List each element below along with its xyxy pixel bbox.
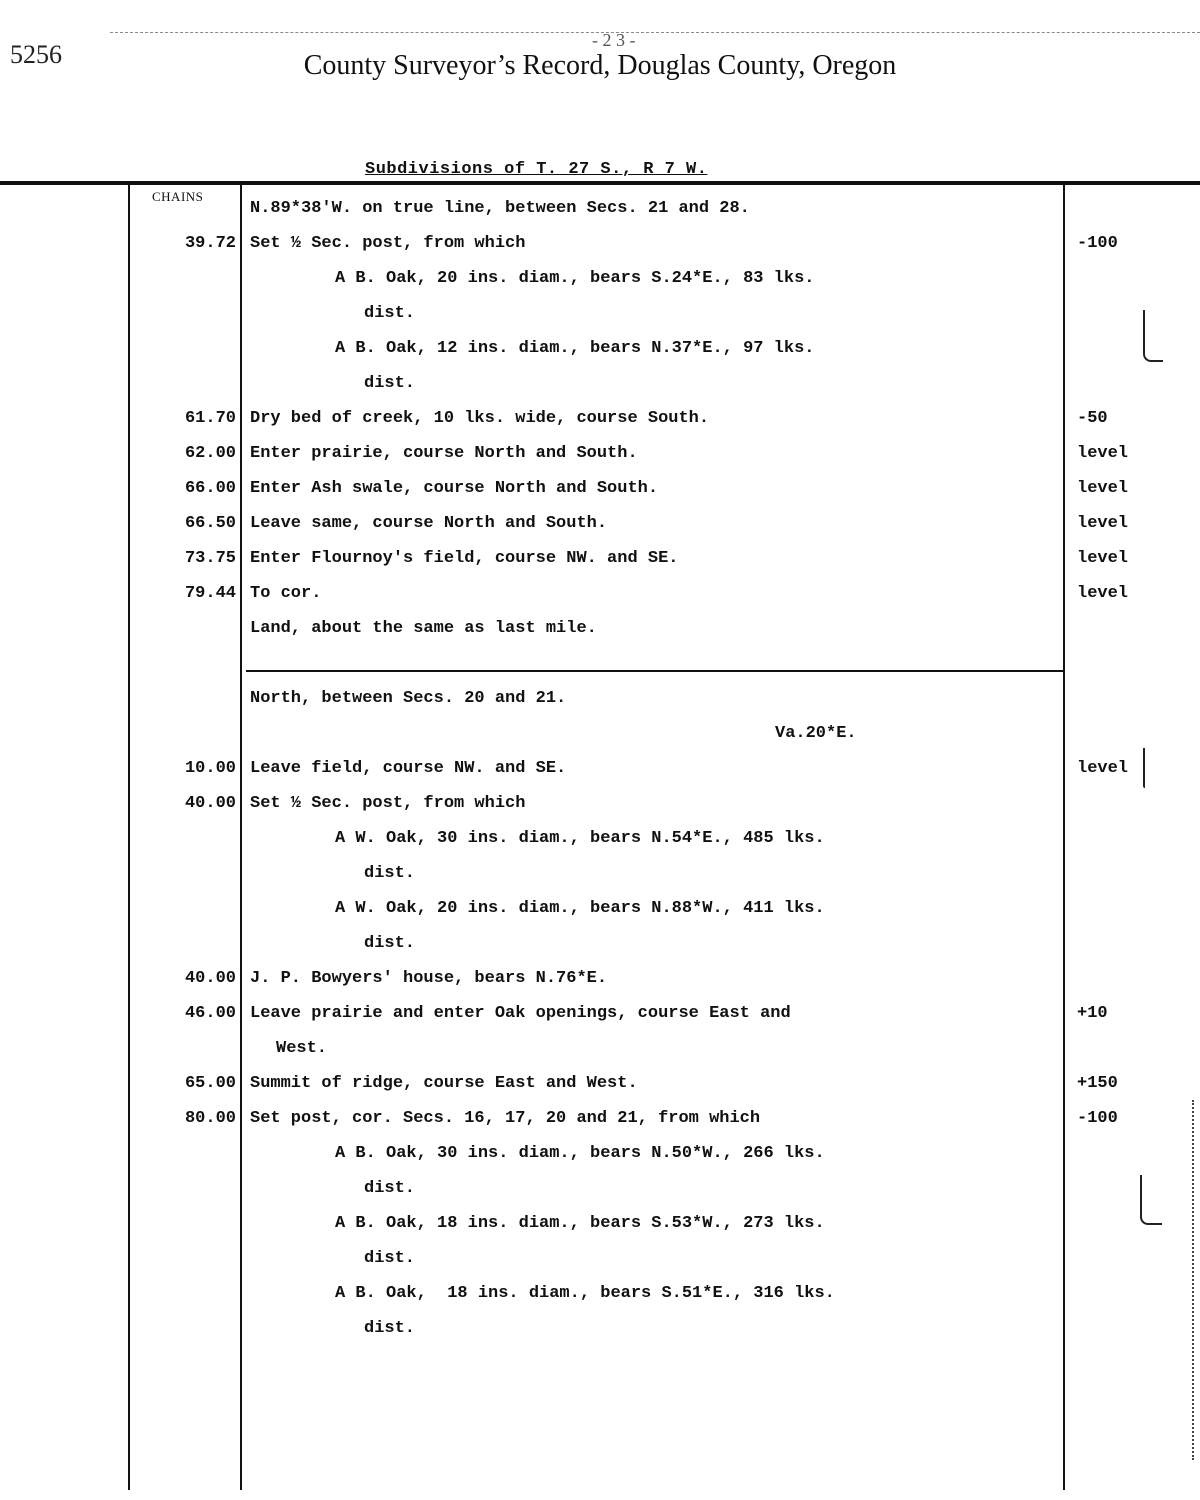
table-row (0, 1247, 1200, 1282)
table-row (0, 897, 1200, 932)
survey-note: A W. Oak, 30 ins. diam., bears N.54*E., 485 lks. (335, 829, 825, 848)
survey-note: A B. Oak, 18 ins. diam., bears S.53*W., 273 lks. (335, 1214, 825, 1233)
table-row (0, 337, 1200, 372)
table-row (0, 1107, 1200, 1142)
elevation-change: level (1077, 514, 1129, 533)
survey-note: Enter Ash swale, course North and South. (250, 479, 659, 498)
survey-note: dist. (364, 934, 416, 953)
survey-note: Va.20*E. (775, 724, 857, 743)
chain-distance: 66.00 (184, 479, 236, 498)
survey-note: dist. (364, 1249, 416, 1268)
table-row (0, 267, 1200, 302)
table-row (0, 197, 1200, 232)
elevation-change: -100 (1077, 1109, 1118, 1128)
chain-distance: 46.00 (184, 1004, 236, 1023)
survey-note: A B. Oak, 20 ins. diam., bears S.24*E., 83 lks. (335, 269, 815, 288)
elevation-change: level (1077, 444, 1129, 463)
survey-note: North, between Secs. 20 and 21. (250, 689, 567, 708)
pencil-bracket-mark (1143, 310, 1163, 362)
survey-note: A W. Oak, 20 ins. diam., bears N.88*W., 411 lks. (335, 899, 825, 918)
table-row (0, 827, 1200, 862)
survey-note: Leave field, course NW. and SE. (250, 759, 567, 778)
table-row (0, 967, 1200, 1002)
table-row (0, 512, 1200, 547)
elevation-change: level (1077, 759, 1129, 778)
table-row (0, 792, 1200, 827)
chain-distance: 66.50 (184, 514, 236, 533)
table-row (0, 1002, 1200, 1037)
table-row (0, 722, 1200, 757)
table-row (0, 687, 1200, 722)
chain-distance: 80.00 (184, 1109, 236, 1128)
margin-scan-artifact (1192, 1100, 1196, 1460)
survey-note: Land, about the same as last mile. (250, 619, 597, 638)
survey-note: Set post, cor. Secs. 16, 17, 20 and 21, from which (250, 1109, 761, 1128)
chain-distance: 62.00 (184, 444, 236, 463)
elevation-change: +150 (1077, 1074, 1118, 1093)
table-row (0, 862, 1200, 897)
survey-note: N.89*38'W. on true line, between Secs. 21 and 28. (250, 199, 750, 218)
table-row (0, 757, 1200, 792)
chain-distance: 10.00 (184, 759, 236, 778)
elevation-change: level (1077, 479, 1129, 498)
table-row (0, 442, 1200, 477)
table-row (0, 1037, 1200, 1072)
table-row (0, 932, 1200, 967)
table-row (0, 582, 1200, 617)
survey-note: dist. (364, 374, 416, 393)
top-dashed-rule (110, 32, 1200, 33)
subdivision-subtitle: Subdivisions of T. 27 S., R 7 W. (365, 160, 708, 179)
survey-note: dist. (364, 1179, 416, 1198)
chains-column-header: CHAINS (152, 189, 204, 204)
chain-distance: 73.75 (184, 549, 236, 568)
survey-note: Dry bed of creek, 10 lks. wide, course South. (250, 409, 710, 428)
table-row (0, 232, 1200, 267)
record-title: County Surveyor’s Record, Douglas County, Oregon (303, 50, 897, 81)
table-row (0, 1317, 1200, 1352)
table-row (0, 1177, 1200, 1212)
handwritten-page-note: - 2 3 - (592, 30, 636, 50)
survey-note: dist. (364, 1319, 416, 1338)
section-divider (246, 670, 1063, 672)
survey-note: Leave same, course North and South. (250, 514, 608, 533)
chain-distance: 40.00 (184, 794, 236, 813)
header-rule (0, 181, 1200, 185)
chain-distance: 61.70 (184, 409, 236, 428)
table-row (0, 477, 1200, 512)
table-row (0, 407, 1200, 442)
elevation-change: level (1077, 549, 1129, 568)
table-row (0, 547, 1200, 582)
table-row (0, 617, 1200, 652)
survey-note: A B. Oak, 12 ins. diam., bears N.37*E., 97 lks. (335, 339, 815, 358)
survey-note: Summit of ridge, course East and West. (250, 1074, 638, 1093)
survey-note: Set ½ Sec. post, from which (250, 794, 526, 813)
chain-distance: 40.00 (184, 969, 236, 988)
survey-note: Set ½ Sec. post, from which (250, 234, 526, 253)
chain-distance: 39.72 (184, 234, 236, 253)
elevation-change: +10 (1077, 1004, 1108, 1023)
table-row (0, 1212, 1200, 1247)
survey-note: dist. (364, 304, 416, 323)
elevation-change: -50 (1077, 409, 1108, 428)
survey-note: J. P. Bowyers' house, bears N.76*E. (250, 969, 608, 988)
table-row (0, 1282, 1200, 1317)
survey-note: Enter Flournoy's field, course NW. and SE. (250, 549, 679, 568)
survey-note: To cor. (250, 584, 322, 603)
survey-note: A B. Oak, 30 ins. diam., bears N.50*W., 266 lks. (335, 1144, 825, 1163)
chain-distance: 79.44 (184, 584, 236, 603)
elevation-change: -100 (1077, 234, 1118, 253)
chain-distance: 65.00 (184, 1074, 236, 1093)
table-row (0, 302, 1200, 337)
survey-note: West. (276, 1039, 328, 1058)
survey-note: A B. Oak, 18 ins. diam., bears S.51*E., 316 lks. (335, 1284, 835, 1303)
pencil-bracket-mark (1143, 748, 1145, 788)
elevation-change: level (1077, 584, 1129, 603)
table-row (0, 1072, 1200, 1107)
survey-note: dist. (364, 864, 416, 883)
page-number: 5256 (10, 40, 62, 69)
table-row (0, 1142, 1200, 1177)
pencil-bracket-mark (1140, 1175, 1162, 1225)
survey-note: Leave prairie and enter Oak openings, course East and (250, 1004, 791, 1023)
survey-note: Enter prairie, course North and South. (250, 444, 638, 463)
table-row (0, 372, 1200, 407)
